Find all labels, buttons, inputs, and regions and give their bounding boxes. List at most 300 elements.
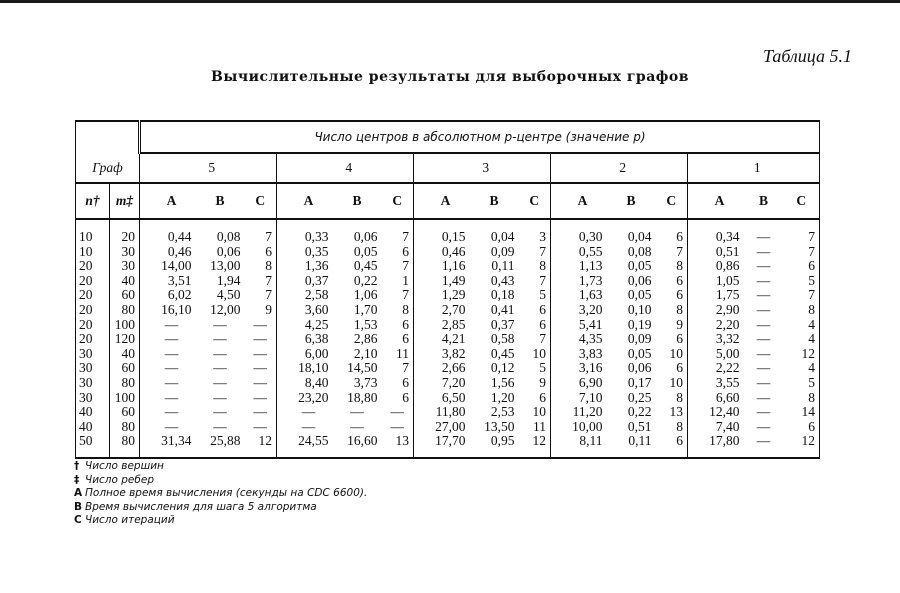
cell-b: — bbox=[213, 389, 227, 405]
cell-gap bbox=[277, 361, 285, 376]
cell-c: 10 bbox=[519, 405, 551, 420]
header-sub-c: C bbox=[656, 183, 688, 219]
cell-b: — bbox=[350, 404, 364, 420]
cell-a: 1,16 bbox=[441, 258, 466, 274]
table-row bbox=[76, 274, 820, 289]
results-table bbox=[75, 120, 820, 459]
cell-b: 0,06 bbox=[627, 272, 652, 288]
cell-a: 2,70 bbox=[441, 301, 466, 317]
cell-gap bbox=[414, 274, 422, 289]
cell-b: 0,22 bbox=[353, 272, 378, 288]
cell-gap bbox=[551, 303, 559, 318]
cell-gap bbox=[688, 376, 696, 391]
cell-b: — bbox=[213, 316, 227, 332]
cell-a: 0,34 bbox=[715, 229, 740, 244]
cell-a: — bbox=[164, 404, 179, 420]
header-sub-c: C bbox=[382, 183, 414, 219]
table-title: Вычислительные результаты для выборочных графов bbox=[211, 69, 689, 85]
header-gap bbox=[414, 183, 422, 219]
cell-c: 5 bbox=[784, 376, 820, 391]
cell-a: 3,83 bbox=[578, 345, 603, 361]
header-n: n† bbox=[76, 183, 110, 219]
cell-a: 1,63 bbox=[578, 287, 603, 303]
cell-b: — bbox=[756, 287, 771, 303]
header-gap bbox=[688, 183, 696, 219]
cell-a: 6,00 bbox=[304, 345, 329, 361]
cell-b: 0,22 bbox=[627, 404, 652, 420]
cell-n: 50 bbox=[76, 434, 110, 458]
cell-gap bbox=[688, 259, 696, 274]
cell-a: — bbox=[164, 418, 179, 434]
cell-b: — bbox=[756, 404, 771, 420]
header-corner bbox=[76, 121, 140, 153]
cell-a: 3,20 bbox=[578, 301, 603, 317]
cell-gap bbox=[414, 245, 422, 260]
table-row bbox=[76, 259, 820, 274]
cell-b: 0,08 bbox=[627, 243, 652, 259]
cell-a: 6,02 bbox=[167, 287, 192, 303]
cell-gap bbox=[551, 376, 559, 391]
cell-c: 6 bbox=[245, 245, 277, 260]
header-sub-c: C bbox=[784, 183, 820, 219]
cell-c: 6 bbox=[656, 288, 688, 303]
cell-m: 60 bbox=[110, 405, 140, 420]
cell-gap bbox=[414, 332, 422, 347]
cell-gap bbox=[688, 347, 696, 362]
cell-c: 8 bbox=[656, 391, 688, 406]
cell-b: — bbox=[756, 272, 771, 288]
footnote-text: Число ребер bbox=[85, 473, 154, 486]
cell-b: 0,51 bbox=[627, 418, 652, 434]
cell-b: 0,08 bbox=[216, 229, 241, 244]
header-p1: 1 bbox=[696, 153, 820, 183]
cell-b: 0,06 bbox=[627, 360, 652, 376]
cell-a: — bbox=[164, 374, 179, 390]
footnote bbox=[74, 487, 367, 501]
cell-m: 100 bbox=[110, 318, 140, 333]
cell-b: 0,58 bbox=[490, 331, 515, 347]
cell-n: 40 bbox=[76, 420, 110, 435]
cell-n: 20 bbox=[76, 303, 110, 318]
cell-gap bbox=[688, 420, 696, 435]
cell-c: 8 bbox=[656, 420, 688, 435]
header-sub-a: A bbox=[148, 183, 196, 219]
cell-n: 30 bbox=[76, 361, 110, 376]
cell-a: 0,30 bbox=[578, 229, 603, 244]
cell-m: 80 bbox=[110, 303, 140, 318]
cell-gap bbox=[551, 245, 559, 260]
cell-b: 0,04 bbox=[490, 229, 515, 244]
table-row bbox=[76, 391, 820, 406]
cell-a: 6,38 bbox=[304, 331, 329, 347]
cell-c: 9 bbox=[245, 303, 277, 318]
cell-c: — bbox=[245, 318, 277, 333]
header-sub-a: A bbox=[696, 183, 744, 219]
header-gap bbox=[688, 153, 696, 183]
cell-m: 100 bbox=[110, 391, 140, 406]
cell-a: 2,58 bbox=[304, 287, 329, 303]
cell-c: 6 bbox=[519, 318, 551, 333]
cell-a: 6,60 bbox=[715, 389, 740, 405]
cell-b: 0,05 bbox=[627, 258, 652, 274]
cell-c: 7 bbox=[382, 219, 414, 245]
cell-a: 8,11 bbox=[559, 434, 607, 458]
table-row bbox=[76, 245, 820, 260]
cell-gap bbox=[277, 376, 285, 391]
cell-a: 2,66 bbox=[441, 360, 466, 376]
cell-a: 0,15 bbox=[441, 229, 466, 244]
footnote-text: Время вычисления для шага 5 алгоритма bbox=[85, 500, 317, 513]
cell-a: 6,90 bbox=[578, 374, 603, 390]
cell-c: 10 bbox=[519, 347, 551, 362]
cell-b: — bbox=[756, 331, 771, 347]
cell-c: 6 bbox=[382, 245, 414, 260]
cell-gap bbox=[551, 288, 559, 303]
table-row bbox=[76, 219, 820, 245]
cell-gap bbox=[414, 391, 422, 406]
table-row bbox=[76, 434, 820, 458]
cell-b: 1,20 bbox=[490, 389, 515, 405]
cell-b: 0,05 bbox=[627, 345, 652, 361]
cell-gap bbox=[277, 219, 285, 245]
cell-m: 80 bbox=[110, 420, 140, 435]
cell-c: 6 bbox=[519, 303, 551, 318]
footnote-mark: B bbox=[74, 500, 83, 513]
cell-a: 1,13 bbox=[578, 258, 603, 274]
cell-c: 9 bbox=[519, 376, 551, 391]
cell-n: 30 bbox=[76, 347, 110, 362]
cell-c: — bbox=[382, 405, 414, 420]
footnote-mark: ‡ bbox=[74, 473, 80, 486]
cell-a: 3,32 bbox=[715, 331, 740, 347]
cell-c: 7 bbox=[656, 245, 688, 260]
cell-gap bbox=[140, 303, 148, 318]
cell-m: 30 bbox=[110, 259, 140, 274]
cell-b: 0,17 bbox=[627, 374, 652, 390]
header-p5: 5 bbox=[148, 153, 277, 183]
cell-b: — bbox=[756, 360, 771, 376]
cell-c: 11 bbox=[519, 420, 551, 435]
cell-a: 24,55 bbox=[285, 434, 333, 458]
table-row bbox=[76, 420, 820, 435]
cell-b: 2,86 bbox=[353, 331, 378, 347]
table-number-label: Таблица 5.1 bbox=[762, 46, 852, 66]
cell-a: 0,51 bbox=[715, 243, 740, 259]
cell-b: — bbox=[213, 374, 227, 390]
footnote-mark: C bbox=[74, 514, 82, 526]
cell-b: 0,43 bbox=[490, 272, 515, 288]
cell-a: 0,35 bbox=[304, 243, 329, 259]
cell-a: 1,49 bbox=[441, 272, 466, 288]
cell-n: 20 bbox=[76, 288, 110, 303]
cell-c: 7 bbox=[382, 288, 414, 303]
header-gap bbox=[277, 183, 285, 219]
cell-n: 20 bbox=[76, 274, 110, 289]
cell-a: 3,82 bbox=[441, 345, 466, 361]
cell-c: 13 bbox=[656, 405, 688, 420]
cell-gap bbox=[688, 332, 696, 347]
cell-a: 7,10 bbox=[578, 389, 603, 405]
cell-gap bbox=[140, 361, 148, 376]
cell-a: — bbox=[164, 389, 179, 405]
top-border-line bbox=[0, 0, 900, 3]
cell-b: 0,25 bbox=[627, 389, 652, 405]
cell-gap bbox=[140, 288, 148, 303]
header-gap bbox=[140, 183, 148, 219]
footnote-mark: † bbox=[74, 460, 80, 472]
header-gap bbox=[551, 153, 559, 183]
cell-a: 11,80 bbox=[435, 404, 466, 420]
cell-c: 12 bbox=[519, 434, 551, 458]
cell-a: 12,40 bbox=[709, 404, 740, 420]
cell-a: 23,20 bbox=[298, 389, 329, 405]
header-graph: Граф bbox=[76, 153, 140, 183]
cell-c: 8 bbox=[784, 391, 820, 406]
cell-gap bbox=[414, 318, 422, 333]
cell-m: 40 bbox=[110, 347, 140, 362]
cell-gap bbox=[688, 405, 696, 420]
cell-c: 9 bbox=[656, 318, 688, 333]
cell-c: 4 bbox=[784, 361, 820, 376]
cell-c: 7 bbox=[519, 274, 551, 289]
footnote-mark: A bbox=[74, 487, 83, 499]
cell-gap bbox=[140, 332, 148, 347]
cell-c: 6 bbox=[382, 391, 414, 406]
cell-c: 5 bbox=[519, 361, 551, 376]
cell-b: 0,05 bbox=[627, 287, 652, 303]
cell-gap bbox=[414, 376, 422, 391]
cell-gap bbox=[277, 405, 285, 420]
cell-b: 0,18 bbox=[490, 287, 515, 303]
cell-c: 4 bbox=[784, 332, 820, 347]
cell-a: 2,85 bbox=[441, 316, 466, 332]
header-sub-b: B bbox=[470, 183, 519, 219]
table-row bbox=[76, 303, 820, 318]
cell-c: 6 bbox=[656, 434, 688, 458]
cell-c: — bbox=[245, 405, 277, 420]
cell-m: 20 bbox=[110, 219, 140, 245]
cell-c: — bbox=[245, 332, 277, 347]
cell-gap bbox=[277, 347, 285, 362]
cell-b: 2,53 bbox=[490, 404, 515, 420]
cell-gap bbox=[414, 420, 422, 435]
cell-c: 5 bbox=[784, 274, 820, 289]
cell-b: — bbox=[756, 258, 771, 274]
cell-c: — bbox=[245, 376, 277, 391]
cell-gap bbox=[140, 219, 148, 245]
header-m: m‡ bbox=[110, 183, 140, 219]
cell-a: 4,21 bbox=[441, 331, 466, 347]
cell-a: 4,25 bbox=[304, 316, 329, 332]
cell-b: 0,19 bbox=[627, 316, 652, 332]
cell-a: 1,73 bbox=[578, 272, 603, 288]
cell-c: 12 bbox=[245, 434, 277, 458]
footnotes bbox=[74, 460, 367, 528]
cell-a: 7,40 bbox=[715, 418, 740, 434]
cell-gap bbox=[688, 288, 696, 303]
cell-m: 40 bbox=[110, 274, 140, 289]
cell-a: 18,10 bbox=[298, 360, 329, 376]
cell-c: 7 bbox=[519, 332, 551, 347]
footnote bbox=[74, 514, 367, 528]
cell-b: — bbox=[756, 229, 771, 244]
table-row bbox=[76, 405, 820, 420]
cell-b: 0,12 bbox=[490, 360, 515, 376]
cell-b: 13,00 bbox=[210, 258, 241, 274]
footnote-text: Число вершин bbox=[85, 460, 164, 472]
header-sub-b: B bbox=[333, 183, 382, 219]
cell-a: 8,40 bbox=[304, 374, 329, 390]
cell-n: 30 bbox=[76, 376, 110, 391]
cell-c: 7 bbox=[382, 259, 414, 274]
cell-b: 0,04 bbox=[627, 229, 652, 244]
cell-a: 1,36 bbox=[304, 258, 329, 274]
header-sub-c: C bbox=[245, 183, 277, 219]
cell-b: — bbox=[213, 331, 227, 347]
cell-a: 0,55 bbox=[578, 243, 603, 259]
cell-b: 3,73 bbox=[353, 374, 378, 390]
cell-c: — bbox=[382, 420, 414, 435]
cell-c: — bbox=[245, 361, 277, 376]
cell-b: 0,06 bbox=[216, 243, 241, 259]
cell-n: 20 bbox=[76, 332, 110, 347]
cell-a: 2,90 bbox=[715, 301, 740, 317]
cell-a: 14,00 bbox=[161, 258, 192, 274]
cell-b: 0,45 bbox=[490, 345, 515, 361]
cell-b: — bbox=[213, 418, 227, 434]
cell-gap bbox=[140, 376, 148, 391]
cell-c: 7 bbox=[245, 288, 277, 303]
table-row bbox=[76, 361, 820, 376]
cell-c: 7 bbox=[245, 219, 277, 245]
cell-c: 14 bbox=[784, 405, 820, 420]
cell-a: 1,29 bbox=[441, 287, 466, 303]
cell-a: — bbox=[301, 418, 316, 434]
table-row bbox=[76, 318, 820, 333]
cell-b: — bbox=[756, 389, 771, 405]
cell-a: 3,51 bbox=[167, 272, 192, 288]
cell-a: 17,70 bbox=[422, 434, 470, 458]
cell-gap bbox=[277, 318, 285, 333]
cell-gap bbox=[551, 318, 559, 333]
cell-gap bbox=[551, 391, 559, 406]
cell-gap bbox=[277, 303, 285, 318]
cell-a: 0,33 bbox=[304, 229, 329, 244]
cell-gap bbox=[277, 245, 285, 260]
footnote bbox=[74, 474, 367, 488]
cell-b: 0,45 bbox=[353, 258, 378, 274]
cell-n: 10 bbox=[76, 245, 110, 260]
cell-b: — bbox=[213, 360, 227, 376]
cell-b: — bbox=[756, 345, 771, 361]
cell-b: 0,09 bbox=[490, 243, 515, 259]
cell-b: — bbox=[756, 243, 771, 259]
cell-gap bbox=[688, 361, 696, 376]
cell-gap bbox=[414, 303, 422, 318]
cell-c: 13 bbox=[382, 434, 414, 458]
cell-b: 0,11 bbox=[491, 258, 515, 274]
cell-b: 1,53 bbox=[353, 316, 378, 332]
footnote-text: Полное время вычисления (секунды на CDC 6600). bbox=[85, 487, 368, 499]
cell-c: — bbox=[245, 347, 277, 362]
table-row bbox=[76, 376, 820, 391]
cell-m: 80 bbox=[110, 434, 140, 458]
cell-c: 6 bbox=[656, 274, 688, 289]
cell-b: — bbox=[756, 316, 771, 332]
cell-a: 3,16 bbox=[578, 360, 603, 376]
cell-b: — bbox=[756, 301, 771, 317]
header-sub-a: A bbox=[559, 183, 607, 219]
cell-c: 8 bbox=[382, 303, 414, 318]
cell-n: 10 bbox=[76, 219, 110, 245]
cell-c: 6 bbox=[656, 361, 688, 376]
footnote bbox=[74, 501, 367, 515]
cell-c: 6 bbox=[784, 420, 820, 435]
cell-c: 8 bbox=[784, 303, 820, 318]
cell-c: — bbox=[245, 391, 277, 406]
cell-gap bbox=[414, 434, 422, 458]
header-p2: 2 bbox=[559, 153, 688, 183]
cell-c: 7 bbox=[784, 288, 820, 303]
cell-c: 6 bbox=[656, 332, 688, 347]
cell-gap bbox=[551, 434, 559, 458]
cell-gap bbox=[140, 274, 148, 289]
cell-n: 30 bbox=[76, 391, 110, 406]
cell-c: 8 bbox=[656, 303, 688, 318]
cell-b: 1,56 bbox=[490, 374, 515, 390]
cell-b: — bbox=[350, 418, 364, 434]
cell-a: 3,55 bbox=[715, 374, 740, 390]
cell-a: 27,00 bbox=[435, 418, 466, 434]
cell-gap bbox=[140, 259, 148, 274]
cell-gap bbox=[414, 219, 422, 245]
cell-a: 0,86 bbox=[715, 258, 740, 274]
cell-c: 6 bbox=[382, 376, 414, 391]
cell-n: 20 bbox=[76, 259, 110, 274]
cell-m: 60 bbox=[110, 288, 140, 303]
cell-m: 30 bbox=[110, 245, 140, 260]
cell-gap bbox=[414, 405, 422, 420]
cell-b: 0,11 bbox=[607, 434, 656, 458]
cell-b: 25,88 bbox=[196, 434, 245, 458]
header-gap bbox=[277, 153, 285, 183]
cell-a: — bbox=[164, 360, 179, 376]
cell-b: 0,37 bbox=[490, 316, 515, 332]
cell-gap bbox=[277, 259, 285, 274]
cell-n: 20 bbox=[76, 318, 110, 333]
cell-b: 16,60 bbox=[333, 434, 382, 458]
cell-c: 12 bbox=[784, 347, 820, 362]
cell-b: 1,94 bbox=[216, 272, 241, 288]
footnote bbox=[74, 460, 367, 474]
cell-gap bbox=[140, 318, 148, 333]
cell-gap bbox=[277, 434, 285, 458]
cell-gap bbox=[140, 245, 148, 260]
cell-b: 0,41 bbox=[490, 301, 515, 317]
cell-c: 6 bbox=[382, 332, 414, 347]
cell-a: — bbox=[164, 345, 179, 361]
cell-a: 1,75 bbox=[715, 287, 740, 303]
header-sub-a: A bbox=[285, 183, 333, 219]
cell-a: 6,50 bbox=[441, 389, 466, 405]
cell-gap bbox=[140, 347, 148, 362]
header-gap bbox=[414, 153, 422, 183]
cell-a: 3,60 bbox=[304, 301, 329, 317]
cell-gap bbox=[551, 405, 559, 420]
cell-a: 0,46 bbox=[441, 243, 466, 259]
cell-c: 7 bbox=[519, 245, 551, 260]
cell-b: — bbox=[756, 418, 771, 434]
